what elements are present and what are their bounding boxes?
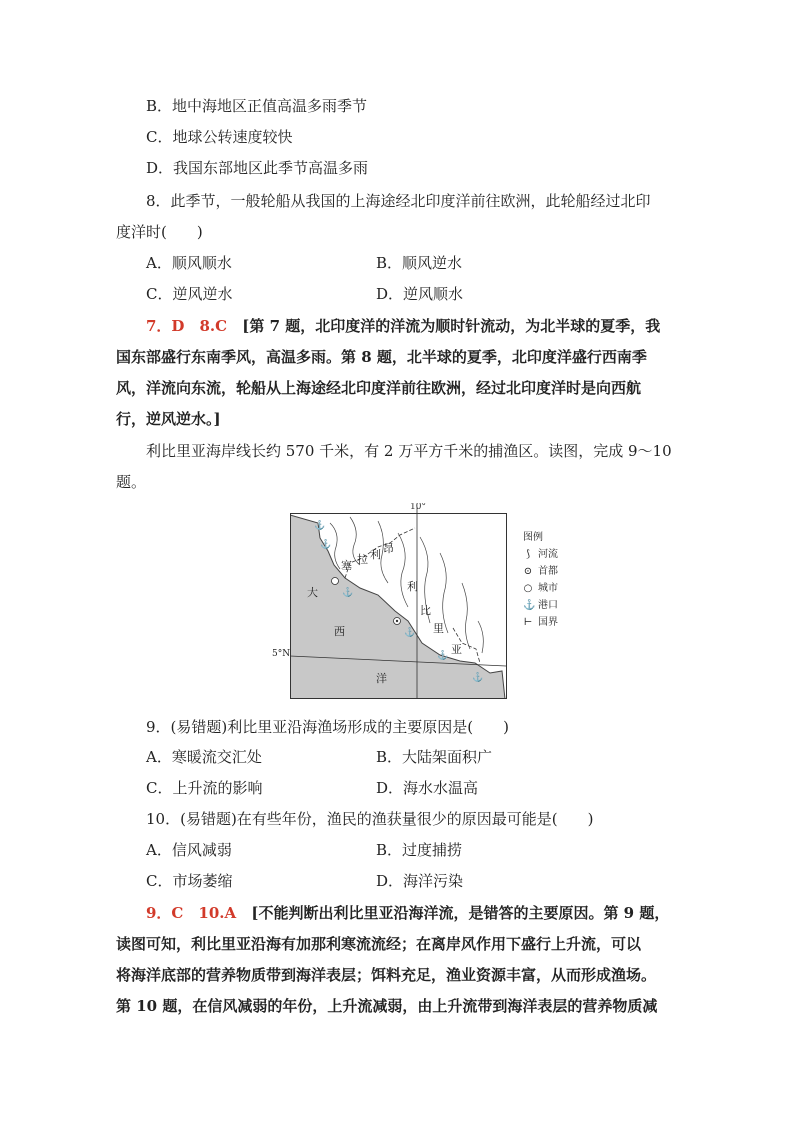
legend-item-city [523, 580, 558, 597]
lat-label: 5°N [272, 649, 291, 659]
q10-option-c: C．市场萎缩 [146, 872, 233, 890]
q8-option-b: B．顺风逆水 [376, 254, 463, 272]
ocean-char: 洋 [376, 672, 387, 685]
legend-label: 首都 [538, 566, 558, 577]
city-marker [332, 578, 339, 585]
sierra-char: 利 [370, 548, 381, 561]
map-svg [290, 503, 562, 699]
liberia-char: 里 [433, 622, 444, 635]
legend-item-capital [523, 563, 558, 580]
q10-option-b: B．过度捕捞 [376, 841, 463, 859]
port-marker: ⚓ [320, 540, 332, 550]
port-marker: ⚓ [314, 521, 326, 531]
liberia-char: 利 [407, 580, 418, 593]
ocean-char: 大 [307, 586, 318, 599]
legend-item-river [523, 546, 558, 563]
q9-option-b: B．大陆架面积广 [376, 748, 493, 766]
river-icon: ⟆ [526, 549, 530, 560]
port-marker: ⚓ [404, 628, 416, 638]
sierra-char: 拉 [357, 553, 368, 566]
q7-option-b: B．地中海地区正值高温多雨季节 [146, 97, 368, 115]
q8-option-d: D．逆风顺水 [376, 285, 464, 303]
intro-line2: 题。 [116, 473, 147, 491]
answer-9-10-label: 9．C 10.A [146, 904, 237, 922]
port-marker: ⚓ [437, 651, 449, 661]
port-icon: ⚓ [523, 600, 536, 611]
answer-9-10-line1 [146, 902, 669, 924]
map-legend [523, 529, 558, 631]
capital-icon: ⊙ [523, 566, 533, 577]
q9-option-a: A．寒暖流交汇处 [146, 748, 262, 766]
q10-stem: 10．(易错题)在有些年份，渔民的渔获量很少的原因最可能是( ) [146, 810, 594, 828]
river-7 [462, 583, 470, 649]
sierra-char: 昂 [383, 542, 394, 555]
river-8 [478, 621, 483, 653]
answer-9-10-line4: 第 10 题，在信风减弱的年份，上升流减弱，由上升流带到海洋表层的营养物质减 [116, 997, 658, 1015]
answer-7-8-text1: [第 7 题，北印度洋的洋流为顺时针流动，为北半球的夏季，我 [242, 317, 661, 335]
legend-item-port [523, 597, 558, 614]
q8-stem-line2: 度洋时( ) [116, 223, 203, 241]
q7-option-c: C．地球公转速度较快 [146, 128, 293, 146]
legend-item-border [523, 614, 558, 631]
legend-label: 河流 [538, 549, 558, 560]
q8-stem-line1: 8．此季节，一般轮船从我国的上海途经北印度洋前往欧洲，此轮船经过北印 [146, 192, 651, 210]
city-icon: ○ [523, 583, 533, 594]
answer-7-8-label: 7．D 8.C [146, 317, 228, 335]
answer-9-10-line2: 读图可知，利比里亚沿海有加那利寒流流经；在离岸风作用下盛行上升流，可以 [116, 935, 642, 953]
answer-7-8-line3: 风，洋流向东流，轮船从上海途经北印度洋前往欧洲，经过北印度洋时是向西航 [116, 379, 642, 397]
legend-title: 图例 [523, 532, 543, 543]
legend-label: 国界 [538, 617, 558, 628]
liberia-map [272, 503, 562, 699]
river-6 [440, 553, 448, 633]
legend-label: 城市 [538, 583, 558, 594]
q9-stem: 9．(易错题)利比里亚沿海渔场形成的主要原因是( ) [146, 718, 509, 736]
q8-option-a: A．顺风顺水 [146, 254, 232, 272]
liberia-char: 亚 [451, 643, 462, 656]
river-4 [398, 533, 408, 607]
intro-line1: 利比里亚海岸线长约 570 千米，有 2 万平方千米的捕渔区。读图，完成 9～10 [146, 442, 672, 460]
port-marker: ⚓ [472, 673, 484, 683]
answer-9-10-line3: 将海洋底部的营养物质带到海洋表层；饵料充足，渔业资源丰富，从而形成渔场。 [116, 966, 657, 984]
q7-option-d: D．我国东部地区此季节高温多雨 [146, 159, 369, 177]
border-icon: ⊢ [523, 617, 533, 628]
answer-7-8-line2: 国东部盛行东南季风，高温多雨。第 8 题，北半球的夏季，北印度洋盛行西南季 [116, 348, 647, 366]
q9-option-d: D．海水水温高 [376, 779, 479, 797]
port-marker: ⚓ [342, 588, 354, 598]
answer-7-8-line4: 行，逆风逆水。] [116, 410, 221, 428]
lon-label: 10° [410, 503, 426, 512]
liberia-char: 比 [420, 604, 431, 617]
q8-option-c: C．逆风逆水 [146, 285, 233, 303]
answer-9-10-text1: [不能判断出利比里亚沿海洋流，是错答的主要原因。第 9 题， [251, 904, 670, 922]
q10-option-d: D．海洋污染 [376, 872, 464, 890]
q10-option-a: A．信风减弱 [146, 841, 232, 859]
answer-7-8-line1 [146, 315, 660, 337]
ocean-char: 西 [334, 625, 345, 638]
q9-option-c: C．上升流的影响 [146, 779, 263, 797]
sierra-char: 塞 [341, 559, 352, 572]
legend-label: 港口 [538, 600, 558, 611]
